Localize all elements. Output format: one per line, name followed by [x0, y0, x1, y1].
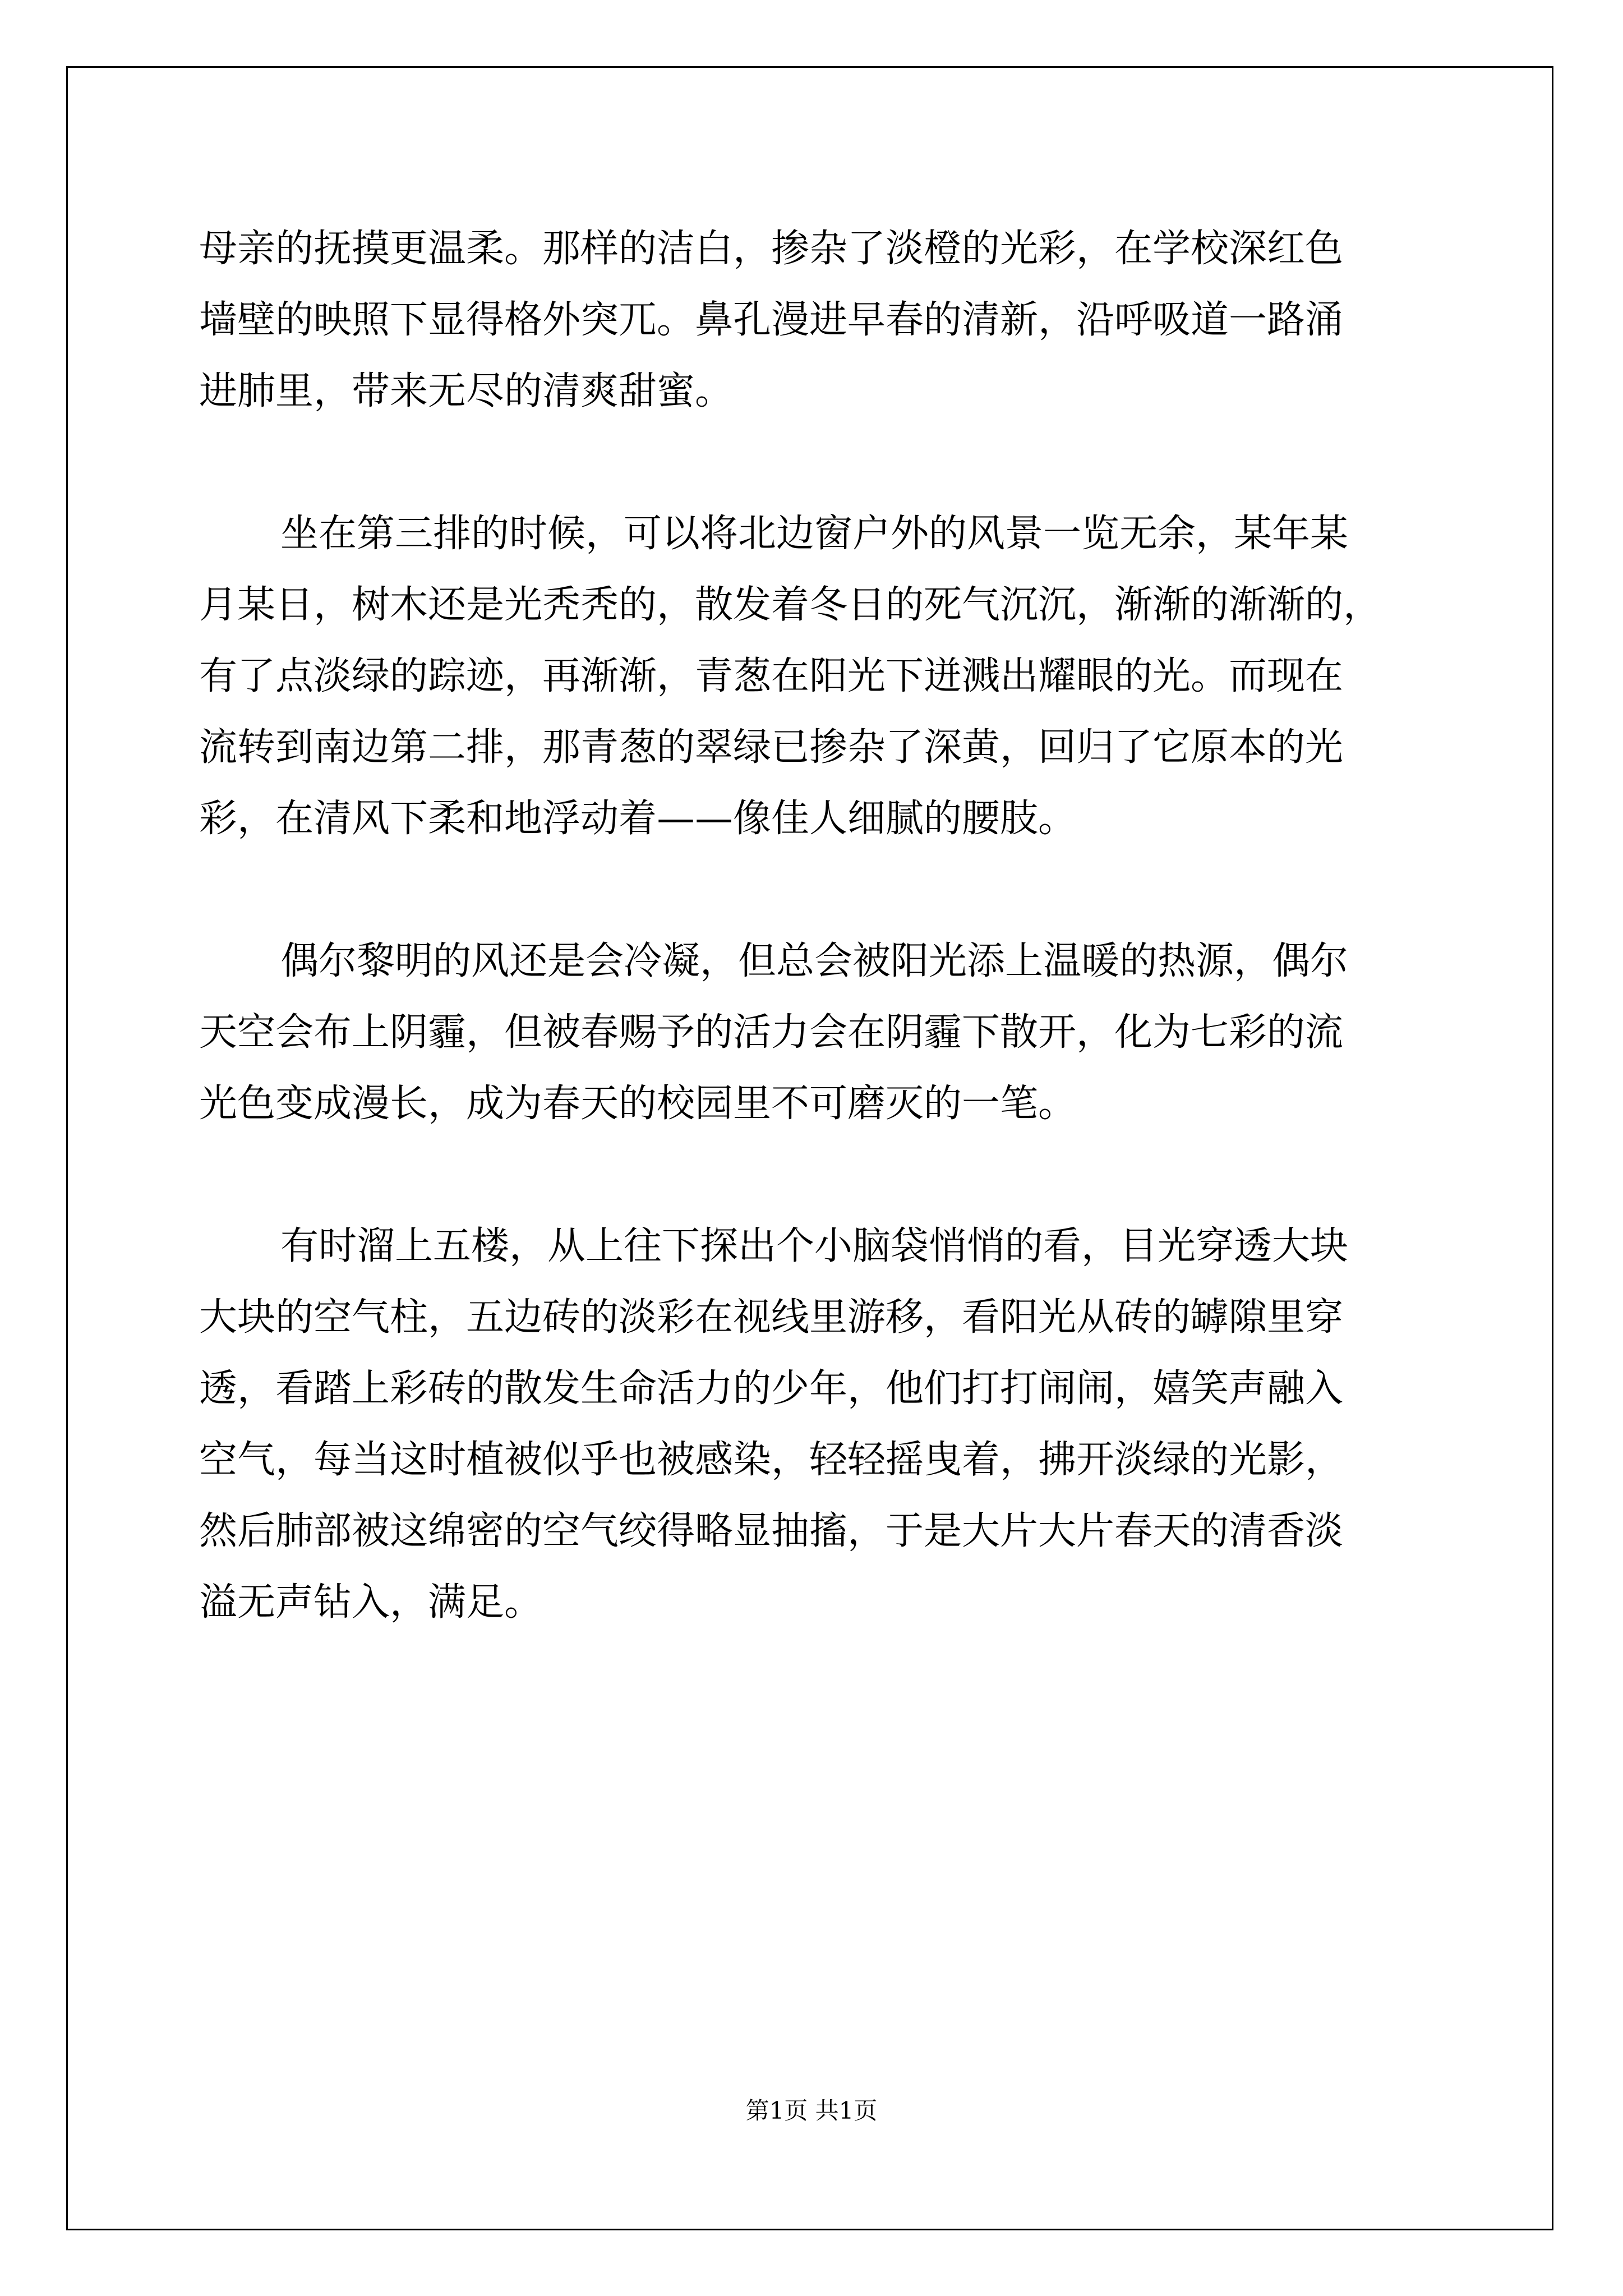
text-line: 母亲的抚摸更温柔。那样的洁白，掺杂了淡橙的光彩，在学校深红色 — [199, 227, 1344, 271]
text-line: 然后肺部被这绵密的空气绞得略显抽搐，于是大片大片春天的清香淡 — [199, 1509, 1344, 1553]
text-line: 彩，在清风下柔和地浮动着——像佳人细腻的腰肢。 — [199, 797, 1077, 841]
text-line: 有了点淡绿的踪迹，再渐渐，青葱在阳光下迸溅出耀眼的光。而现在 — [199, 654, 1344, 698]
text-line: 流转到南边第二排，那青葱的翠绿已掺杂了深黄，回归了它原本的光 — [199, 725, 1344, 770]
text-line: 大块的空气柱，五边砖的淡彩在视线里游移，看阳光从砖的罅隙里穿 — [199, 1295, 1344, 1340]
text-line: 空气，每当这时植被似乎也被感染，轻轻摇曳着，拂开淡绿的光影， — [199, 1438, 1344, 1482]
text-line: 墙壁的映照下显得格外突兀。鼻孔漫进早春的清新，沿呼吸道一路涌 — [199, 298, 1344, 342]
text-line: 月某日，树木还是光秃秃的，散发着冬日的死气沉沉，渐渐的渐渐的， — [199, 583, 1382, 627]
paragraph — [199, 926, 1427, 1139]
text-line: 坐在第三排的时候，可以将北边窗户外的风景一览无余，某年某 — [280, 512, 1349, 556]
text-line: 透，看踏上彩砖的散发生命活力的少年，他们打打闹闹，嬉笑声融入 — [199, 1366, 1344, 1411]
page-footer: 第1页 共1页 — [745, 2097, 878, 2124]
paragraph — [199, 498, 1427, 854]
text-line: 偶尔黎明的风还是会冷凝，但总会被阳光添上温暖的热源，偶尔 — [280, 939, 1349, 983]
text-line: 天空会布上阴霾，但被春赐予的活力会在阴霾下散开，化为七彩的流 — [199, 1010, 1344, 1055]
paragraph — [199, 213, 1427, 427]
document-body — [199, 213, 1427, 1638]
text-line: 进肺里，带来无尽的清爽甜蜜。 — [199, 369, 734, 413]
paragraph — [199, 1211, 1427, 1638]
text-line: 光色变成漫长，成为春天的校园里不可磨灭的一笔。 — [199, 1082, 1077, 1126]
text-line: 有时溜上五楼，从上往下探出个小脑袋悄悄的看，目光穿透大块 — [280, 1224, 1349, 1268]
text-line: 溢无声钻入，满足。 — [199, 1580, 543, 1625]
